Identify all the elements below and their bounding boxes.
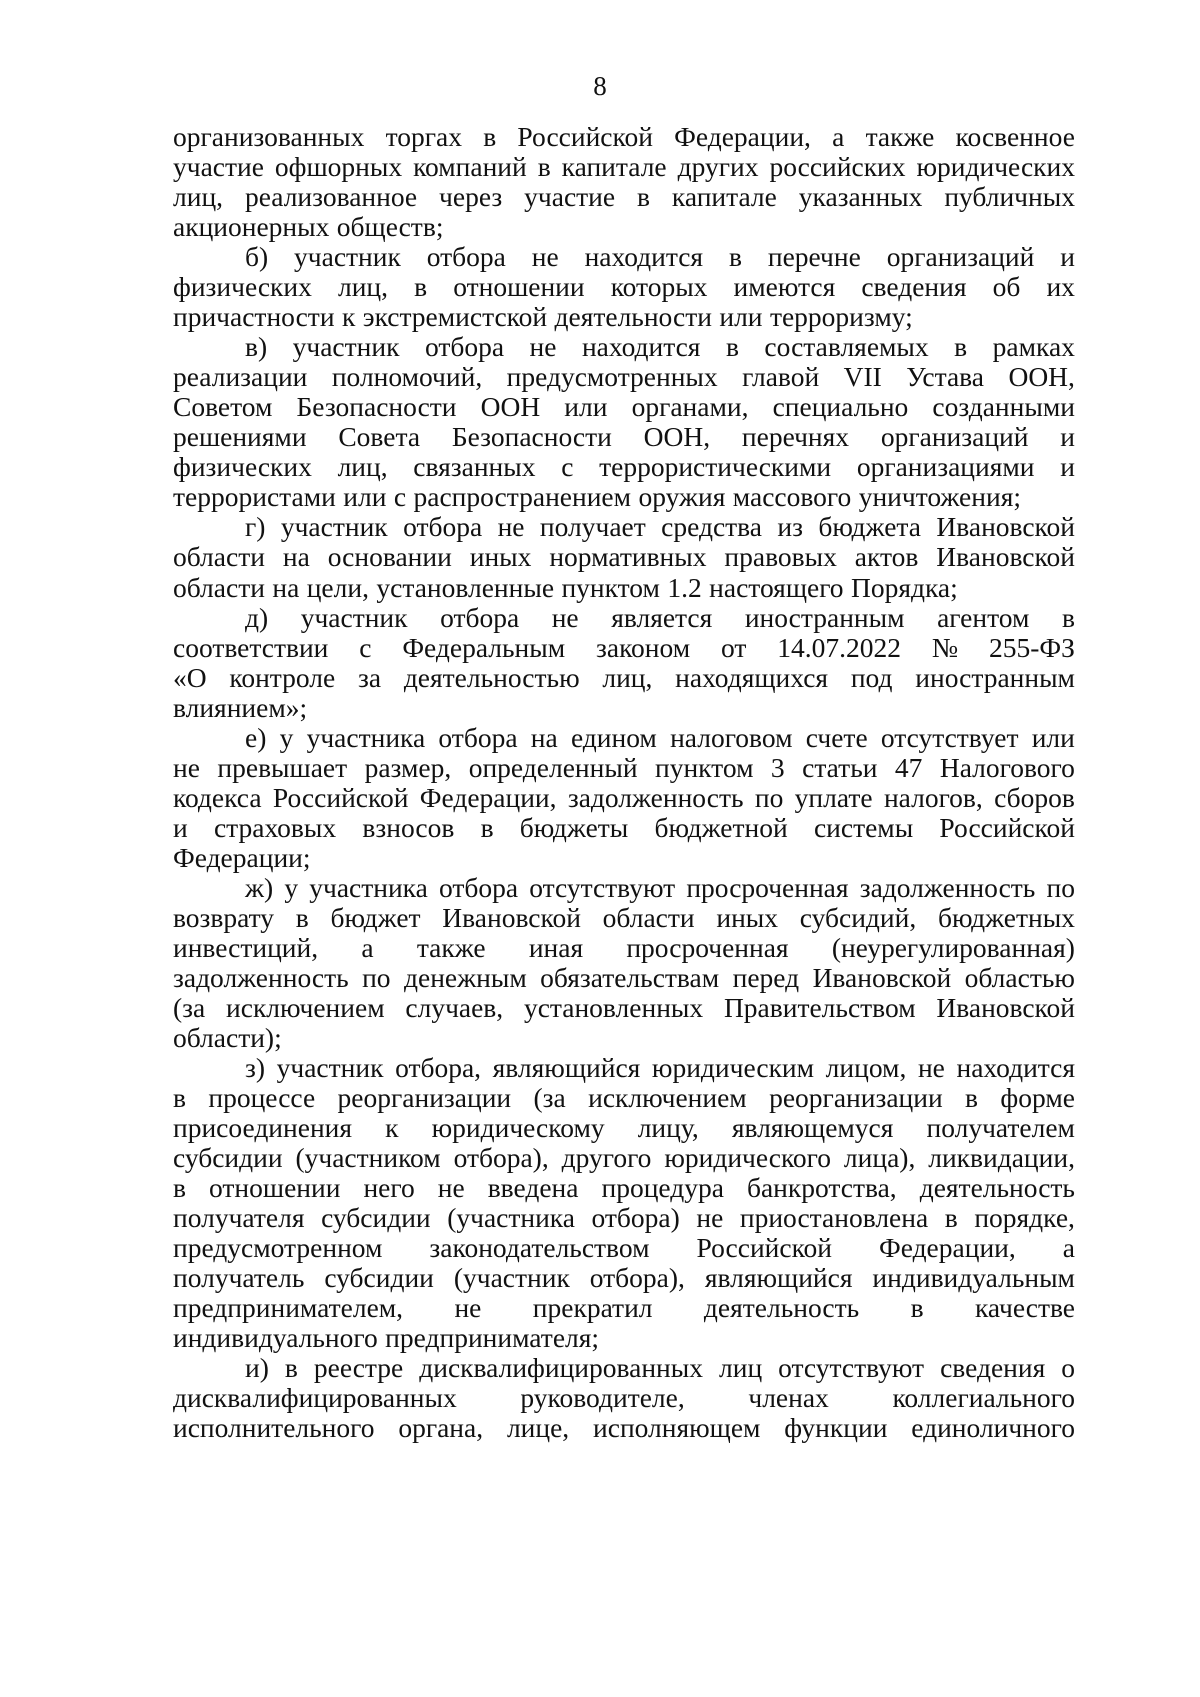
- text-line: лиц, реализованное через участие в капитале указанных публичных: [173, 181, 1075, 213]
- text-line: д) участник отбора не является иностранным агентом в: [245, 601, 1075, 633]
- text-line: области на цели, установленные пунктом 1.2 настоящего Порядка;: [173, 571, 958, 603]
- text-line: задолженность по денежным обязательствам перед Ивановской областью: [173, 961, 1075, 993]
- text-line: предпринимателем, не прекратил деятельность в качестве: [173, 1292, 1075, 1324]
- text-line: Федерации;: [173, 841, 311, 873]
- text-line: г) участник отбора не получает средства из бюджета Ивановской: [245, 511, 1075, 543]
- text-line: получателя субсидии (участника отбора) не приостановлена в порядке,: [173, 1202, 1075, 1234]
- text-line: в процессе реорганизации (за исключением реорганизации в форме: [173, 1082, 1075, 1113]
- text-line: з) участник отбора, являющийся юридическим лицом, не находится: [245, 1051, 1075, 1083]
- text-line: исполнительного органа, лице, исполняющем функции единоличного: [173, 1412, 1075, 1444]
- text-line: предусмотренном законодательством Российской Федерации, а: [173, 1232, 1075, 1264]
- text-line: возврату в бюджет Ивановской области иных субсидий, бюджетных: [173, 901, 1075, 933]
- text-line: «О контроле за деятельностью лиц, находящихся под иностранным: [173, 661, 1075, 693]
- text-line: получатель субсидии (участник отбора), являющийся индивидуальным: [173, 1262, 1075, 1294]
- text-line: реализации полномочий, предусмотренных главой VII Устава ООН,: [173, 361, 1075, 393]
- text-line: участие офшорных компаний в капитале других российских юридических: [173, 151, 1075, 182]
- text-line: и) в реестре дисквалифицированных лиц отсутствуют сведения о: [245, 1352, 1075, 1384]
- text-line: б) участник отбора не находится в перечне организаций и: [245, 241, 1075, 273]
- text-line: дисквалифицированных руководителе, членах коллегиального: [173, 1382, 1075, 1414]
- text-line: террористами или с распространением оружия массового уничтожения;: [173, 481, 1021, 513]
- text-line: кодекса Российской Федерации, задолженность по уплате налогов, сборов: [173, 781, 1075, 813]
- text-line: индивидуального предпринимателя;: [173, 1322, 600, 1354]
- text-line: физических лиц, в отношении которых имеются сведения об их: [173, 271, 1075, 303]
- text-line: решениями Совета Безопасности ООН, перечнях организаций и: [173, 421, 1075, 453]
- text-line: и страховых взносов в бюджеты бюджетной системы Российской: [173, 811, 1075, 843]
- text-line: в отношении него не введена процедура банкротства, деятельность: [173, 1172, 1075, 1203]
- text-line: инвестиций, а также иная просроченная (неурегулированная): [173, 931, 1075, 963]
- text-line: области на основании иных нормативных правовых актов Ивановской: [173, 541, 1075, 573]
- text-line: е) у участника отбора на едином налоговом счете отсутствует или: [245, 721, 1075, 753]
- text-line: соответствии с Федеральным законом от 14.07.2022 № 255-ФЗ: [173, 631, 1075, 663]
- text-line: субсидии (участником отбора), другого юридического лица), ликвидации,: [173, 1142, 1075, 1173]
- text-line: не превышает размер, определенный пунктом 3 статьи 47 Налогового: [173, 751, 1075, 783]
- text-line: ж) у участника отбора отсутствуют просроченная задолженность по: [245, 871, 1075, 903]
- text-line: в) участник отбора не находится в составляемых в рамках: [245, 331, 1075, 363]
- text-line: акционерных обществ;: [173, 211, 444, 243]
- text-line: присоединения к юридическому лицу, являющемуся получателем: [173, 1112, 1075, 1143]
- text-line: организованных торгах в Российской Федерации, а также косвенное: [173, 121, 1075, 152]
- text-line: влиянием»;: [173, 691, 308, 723]
- text-line: физических лиц, связанных с террористическими организациями и: [173, 451, 1075, 483]
- text-line: области);: [173, 1021, 282, 1053]
- text-line: причастности к экстремистской деятельности или терроризму;: [173, 301, 913, 333]
- text-line: (за исключением случаев, установленных Правительством Ивановской: [173, 991, 1075, 1023]
- page-number: 8: [593, 71, 607, 101]
- text-line: Советом Безопасности ООН или органами, специально созданными: [173, 391, 1075, 423]
